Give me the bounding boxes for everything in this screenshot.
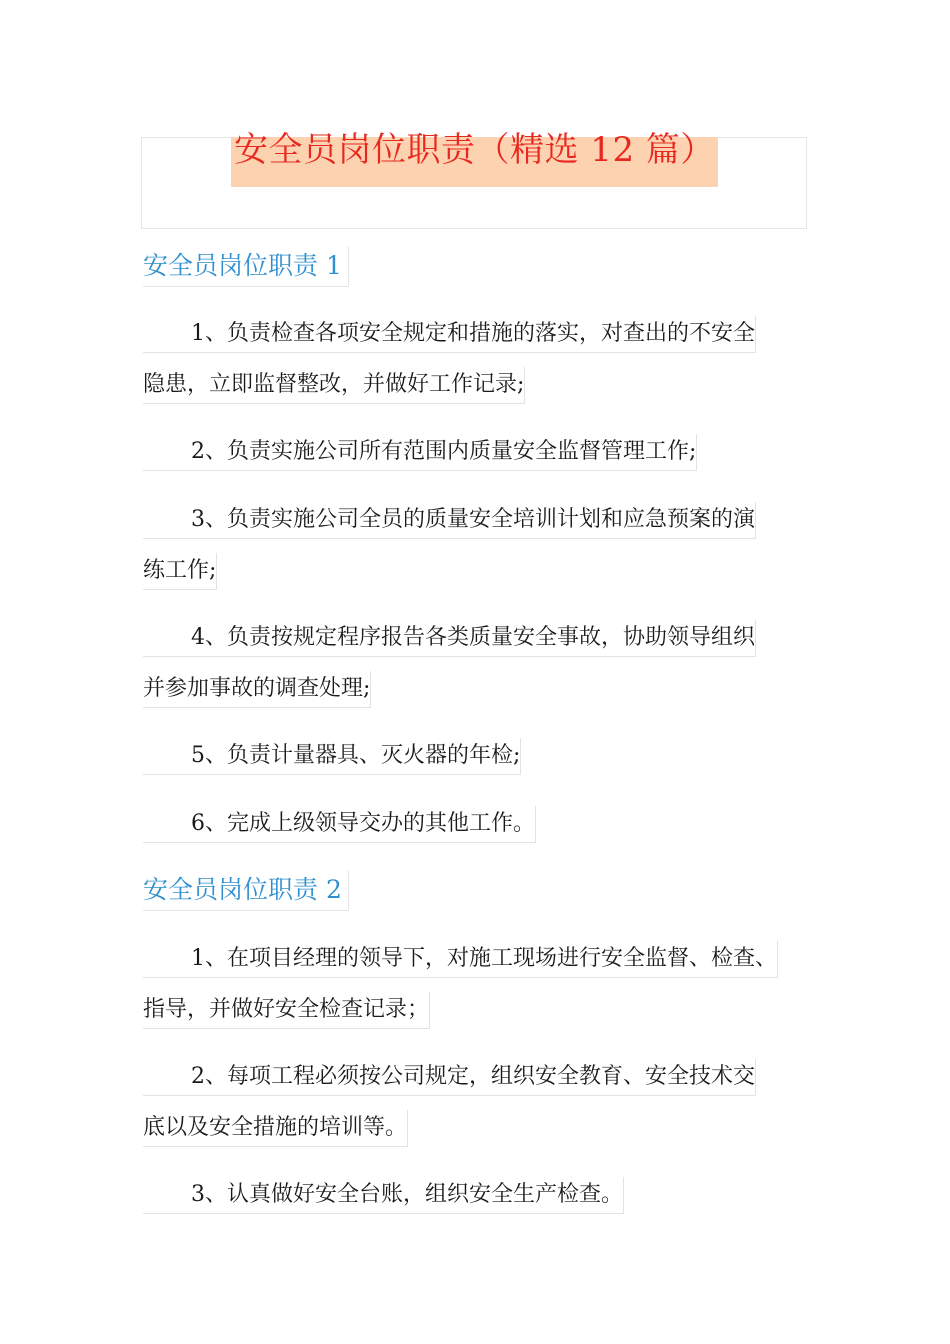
paragraph-line: 5、负责计量器具、灭火器的年检; (143, 738, 521, 775)
paragraph-line: 练工作; (143, 553, 217, 590)
paragraph-line: 隐患，立即监督整改，并做好工作记录; (143, 367, 525, 404)
paragraph-line: 2、负责实施公司所有范围内质量安全监督管理工作; (143, 434, 697, 471)
section-heading: 安全员岗位职责 2 (143, 870, 349, 911)
paragraph-line: 2、每项工程必须按公司规定，组织安全教育、安全技术交 (143, 1059, 756, 1096)
paragraph-line: 1、在项目经理的领导下，对施工现场进行安全监督、检查、 (143, 941, 778, 978)
paragraph-line: 3、负责实施公司全员的质量安全培训计划和应急预案的演 (143, 502, 756, 539)
paragraph-line: 并参加事故的调查处理; (143, 671, 371, 708)
paragraph-line: 6、完成上级领导交办的其他工作。 (143, 806, 536, 843)
paragraph-line: 底以及安全措施的培训等。 (143, 1110, 408, 1147)
paragraph-line: 指导，并做好安全检查记录； (143, 992, 430, 1029)
paragraph-line: 1、负责检查各项安全规定和措施的落实，对查出的不安全 (143, 316, 756, 353)
section-heading: 安全员岗位职责 1 (143, 246, 349, 287)
paragraph-line: 4、负责按规定程序报告各类质量安全事故，协助领导组织 (143, 620, 756, 657)
document-title: 安全员岗位职责（精选 12 篇） (234, 130, 715, 170)
paragraph-line: 3、认真做好安全台账，组织安全生产检查。 (143, 1177, 624, 1214)
